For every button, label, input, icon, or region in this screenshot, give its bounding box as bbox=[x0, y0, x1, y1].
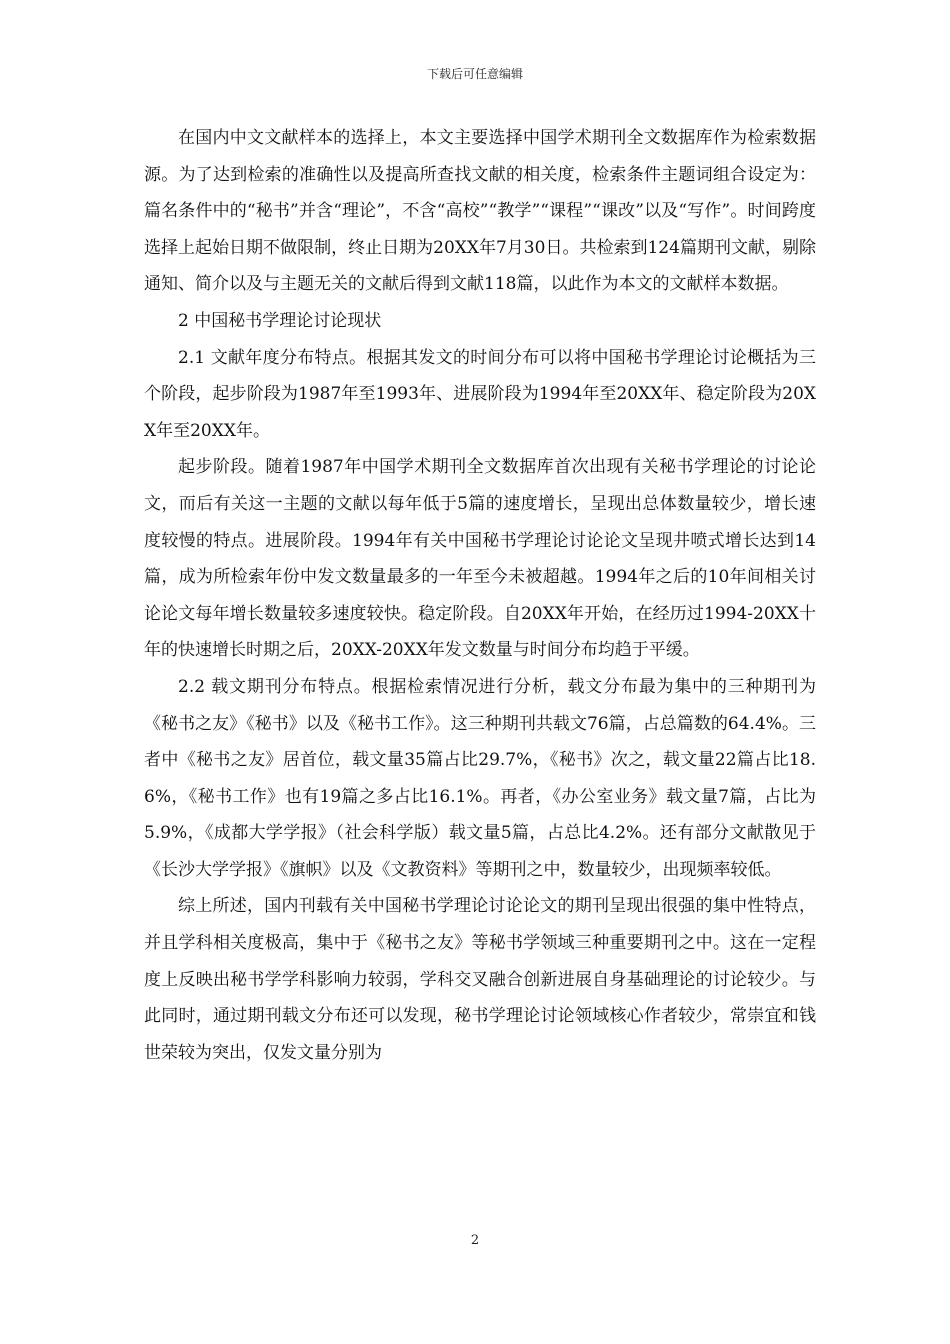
paragraph-2-1-annual-distribution: 2.1 文献年度分布特点。根据其发文的时间分布可以将中国秘书学理论讨论概括为三个阶段，起步阶段为1987年至1993年、进展阶段为1994年至20XX年、稳定阶段为20XX年至20XX年。 bbox=[144, 347, 816, 441]
paragraph-2-2-journal-distribution: 2.2 载文期刊分布特点。根据检索情况进行分析，载文分布最为集中的三种期刊为《秘书之友》《秘书》以及《秘书工作》。这三种期刊共载文76篇，占总篇数的64.4%。三者中《秘书之友》居首位，载文量35篇占比29.7%，《秘书》次之，载文量22篇占比18.6%，《秘书工作》也有19篇之多占比16.1%。再者，《办公室业务》载文量7篇，占比为5.9%，《成都大学学报》（社会科学版）载文量5篇，占总比4.2%。还有部分文献散见于《长沙大学学报》《旗帜》以及《文教资料》等期刊之中，数量较少，出现频率较低。 bbox=[144, 676, 816, 880]
section-heading-2: 2 中国秘书学理论讨论现状 bbox=[178, 310, 382, 331]
paragraph-summary: 综上所述，国内刊载有关中国秘书学理论讨论论文的期刊呈现出很强的集中性特点，并且学科相关度极高，集中于《秘书之友》等秘书学领域三种重要期刊之中。这在一定程度上反映出秘书学学科影响力较弱，学科交叉融合创新进展自身基础理论的讨论较少。与此同时，通过期刊载文分布还可以发现，秘书学理论讨论领域核心作者较少，常崇宜和钱世荣较为突出，仅发文量分别为 bbox=[144, 896, 816, 1063]
page-header: 下载后可任意编辑 bbox=[426, 67, 523, 81]
page-number: 2 bbox=[470, 1233, 480, 1248]
document-body bbox=[144, 120, 816, 1071]
paragraph-sample-selection: 在国内中文文献样本的选择上，本文主要选择中国学术期刊全文数据库作为检索数据源。为了达到检索的准确性以及提高所查找文献的相关度，检索条件主题词组合设定为：篇名条件中的“秘书”并含“理论”，不含“高校”“教学”“课程”“课改”以及“写作”。时间跨度选择上起始日期不做限制，终止日期为20XX年7月30日。共检索到124篇期刊文献，剔除通知、简介以及与主题无关的文献后得到文献118篇，以此作为本文的文献样本数据。 bbox=[144, 128, 816, 295]
paragraph-stages: 起步阶段。随着1987年中国学术期刊全文数据库首次出现有关秘书学理论的讨论论文，而后有关这一主题的文献以每年低于5篇的速度增长，呈现出总体数量较少，增长速度较慢的特点。进展阶段。1994年有关中国秘书学理论讨论论文呈现井喷式增长达到14篇，成为所检索年份中发文数量最多的一年至今未被超越。1994年之后的10年间相关讨论论文每年增长数量较多速度较快。稳定阶段。自20XX年开始，在经历过1994-20XX十年的快速增长时期之后，20XX-20XX年发文数量与时间分布均趋于平缓。 bbox=[144, 457, 816, 661]
